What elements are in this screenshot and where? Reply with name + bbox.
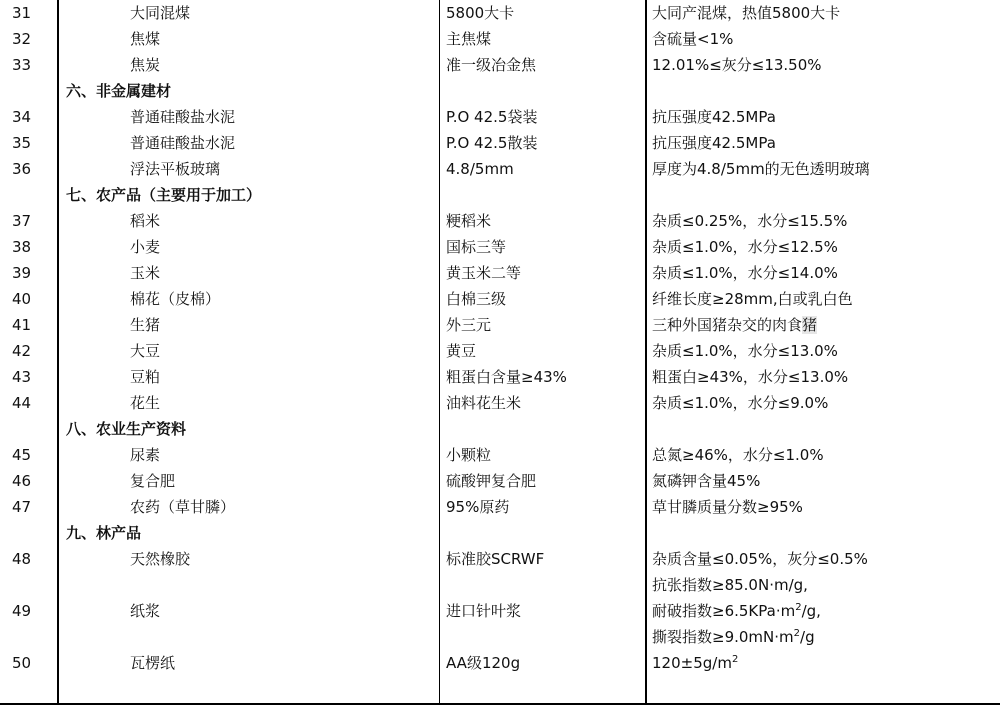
- quality-standard-line: 杂质≤1.0%，水分≤14.0%: [652, 264, 838, 282]
- table-row: [0, 650, 1000, 676]
- quality-standard-line: 杂质含量≤0.05%，灰分≤0.5%: [652, 550, 868, 568]
- table-row: [0, 0, 1000, 26]
- table-row: [0, 364, 1000, 390]
- quality-standard: [652, 208, 847, 234]
- quality-standard-line: $120\pm 5g/m^2$: [652, 654, 739, 672]
- row-number: 42: [12, 342, 32, 360]
- quality-standard-line: 杂质≤1.0%，水分≤12.5%: [652, 238, 838, 256]
- product-name: 农药（草甘膦）: [130, 498, 236, 516]
- product-spec: 小颗粒: [446, 446, 492, 464]
- product-spec: 主焦煤: [446, 30, 492, 48]
- product-spec: 外三元: [446, 316, 492, 334]
- product-name: 瓦楞纸: [130, 654, 176, 672]
- quality-standard-line: 杂质≤0.25%，水分≤15.5%: [652, 212, 848, 230]
- product-spec: 黄豆: [446, 342, 477, 360]
- quality-standard-line: 杂质≤1.0%，水分≤13.0%: [652, 342, 838, 360]
- product-name: 普通硅酸盐水泥: [130, 108, 236, 126]
- product-spec: 白棉三级: [446, 290, 507, 308]
- row-number: 35: [12, 134, 32, 152]
- quality-standard: [652, 0, 840, 26]
- product-name: 花生: [130, 394, 161, 412]
- product-name: 稻米: [130, 212, 161, 230]
- product-spec: 5800大卡: [446, 4, 515, 22]
- product-spec: 95%原药: [446, 498, 510, 516]
- quality-standard-line: 纤维长度≥28mm,白或乳白色: [652, 290, 853, 308]
- table-row: [0, 338, 1000, 364]
- product-name: 小麦: [130, 238, 161, 256]
- quality-standard: [652, 286, 853, 312]
- row-number: 46: [12, 472, 32, 490]
- quality-standard: [652, 650, 738, 676]
- quality-standard: [652, 26, 733, 52]
- table-row: [0, 156, 1000, 182]
- row-number: 47: [12, 498, 32, 516]
- row-number: 34: [12, 108, 32, 126]
- quality-standard-line: 抗压强度42.5MPa: [652, 108, 776, 126]
- row-number: 38: [12, 238, 32, 256]
- table-row: [0, 572, 1000, 650]
- quality-standard-line: 含硫量<1%: [652, 30, 734, 48]
- quality-standard: [652, 364, 848, 390]
- product-name: 大同混煤: [130, 4, 191, 22]
- table-row: [0, 286, 1000, 312]
- quality-standard-line: 抗压强度42.5MPa: [652, 134, 776, 152]
- category-label: 七、农产品（主要用于加工）: [66, 186, 262, 204]
- quality-standard-line: 总氮≥46%，水分≤1.0%: [652, 446, 824, 464]
- row-number: 40: [12, 290, 32, 308]
- row-number: 36: [12, 160, 32, 178]
- quality-standard: [652, 468, 760, 494]
- table-row: [0, 52, 1000, 78]
- row-number: 41: [12, 316, 32, 334]
- quality-standard: [652, 442, 824, 468]
- product-name: 棉花（皮棉）: [130, 290, 221, 308]
- product-name: 复合肥: [130, 472, 176, 490]
- product-spec: AA级120g: [446, 654, 521, 672]
- row-number: 44: [12, 394, 32, 412]
- text-selection-highlight: 猪: [802, 316, 818, 334]
- table-row: [0, 26, 1000, 52]
- quality-standard-line: 三种外国猪杂交的肉食猪: [652, 316, 818, 334]
- row-number: 31: [12, 4, 32, 22]
- product-spec: 准一级冶金焦: [446, 56, 537, 74]
- table-row: [0, 234, 1000, 260]
- quality-standard: [652, 104, 776, 130]
- product-name: 浮法平板玻璃: [130, 160, 221, 178]
- quality-standard-line: 氮磷钾含量45%: [652, 472, 761, 490]
- quality-standard: [652, 260, 838, 286]
- quality-standard: [652, 234, 838, 260]
- table-bottom-border: [0, 703, 1000, 705]
- table-row: [0, 468, 1000, 494]
- product-spec: 黄玉米二等: [446, 264, 522, 282]
- row-number: 32: [12, 30, 32, 48]
- product-name: 生猪: [130, 316, 161, 334]
- row-number: 43: [12, 368, 32, 386]
- product-name: 纸浆: [130, 602, 161, 620]
- product-name: 豆粕: [130, 368, 161, 386]
- quality-standard-line: 杂质≤1.0%，水分≤9.0%: [652, 394, 829, 412]
- row-number: 39: [12, 264, 32, 282]
- product-name: 焦炭: [130, 56, 161, 74]
- quality-standard-line: 粗蛋白≥43%，水分≤13.0%: [652, 368, 849, 386]
- quality-standard: [652, 338, 838, 364]
- product-spec: 硫酸钾复合肥: [446, 472, 537, 490]
- quality-standard-line: 草甘膦质量分数≥95%: [652, 498, 803, 516]
- table-row: [0, 260, 1000, 286]
- quality-standard: [652, 494, 803, 520]
- product-spec: 粗蛋白含量≥43%: [446, 368, 567, 386]
- product-spec: P.O 42.5袋装: [446, 108, 538, 126]
- quality-standard: [652, 390, 828, 416]
- quality-standard: [652, 52, 822, 78]
- table-row: [0, 130, 1000, 156]
- product-spec: 进口针叶浆: [446, 602, 522, 620]
- quality-standard: [652, 546, 868, 572]
- table-row: [0, 312, 1000, 338]
- product-name: 天然橡胶: [130, 550, 191, 568]
- quality-standard-line: 大同产混煤，热值5800大卡: [652, 4, 841, 22]
- product-name: 尿素: [130, 446, 161, 464]
- product-spec: 油料花生米: [446, 394, 522, 412]
- category-label: 九、林产品: [66, 524, 142, 542]
- quality-standard-line: 厚度为4.8/5mm的无色透明玻璃: [652, 160, 870, 178]
- quality-standard: [652, 130, 776, 156]
- product-name: 大豆: [130, 342, 161, 360]
- row-number: 49: [12, 602, 32, 620]
- product-spec: 4.8/5mm: [446, 160, 514, 178]
- table-row: [0, 546, 1000, 572]
- product-name: 焦煤: [130, 30, 161, 48]
- quality-standard-line: 撕裂指数$\ge 9.0mN\cdot m^2/g$: [652, 628, 815, 646]
- quality-standard: [652, 312, 817, 338]
- product-spec: P.O 42.5散装: [446, 134, 538, 152]
- row-number: 45: [12, 446, 32, 464]
- row-number: 37: [12, 212, 32, 230]
- category-row: [0, 78, 1000, 104]
- category-label: 六、非金属建材: [66, 82, 172, 100]
- category-row: [0, 416, 1000, 442]
- table-row: [0, 442, 1000, 468]
- quality-standard-line: 耐破指数$\ge 6.5KPa\cdot m^2/g$,: [652, 602, 821, 620]
- product-spec: 国标三等: [446, 238, 507, 256]
- product-name: 玉米: [130, 264, 161, 282]
- category-row: [0, 182, 1000, 208]
- row-number: 48: [12, 550, 32, 568]
- table-row: [0, 104, 1000, 130]
- category-row: [0, 520, 1000, 546]
- quality-standard: [652, 572, 821, 650]
- table-row: [0, 494, 1000, 520]
- product-spec: 粳稻米: [446, 212, 492, 230]
- row-number: 33: [12, 56, 32, 74]
- table-row: [0, 390, 1000, 416]
- table-row: [0, 208, 1000, 234]
- product-name: 普通硅酸盐水泥: [130, 134, 236, 152]
- row-number: 50: [12, 654, 32, 672]
- quality-standard-line: 抗张指数≥85.0N·m/g,: [652, 576, 808, 594]
- product-spec: 标准胶SCRWF: [446, 550, 545, 568]
- quality-standard-line: 12.01%≤灰分≤13.50%: [652, 56, 822, 74]
- category-label: 八、农业生产资料: [66, 420, 187, 438]
- quality-standard: [652, 156, 870, 182]
